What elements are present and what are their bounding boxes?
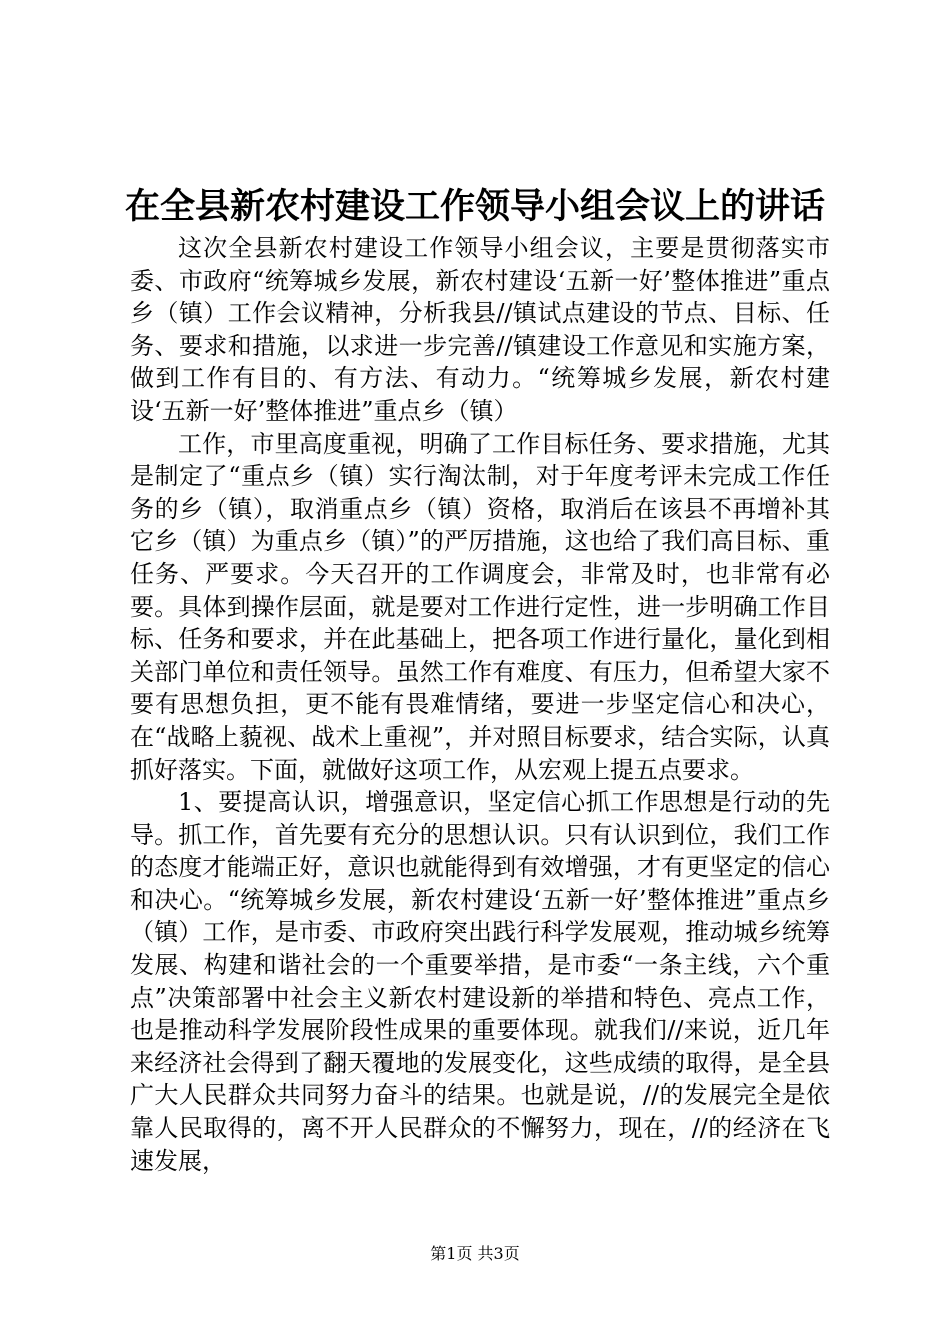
paragraph-3: 1、要提高认识，增强意识，坚定信心抓工作思想是行动的先导。抓工作，首先要有充分的思想认识。只有认识到位，我们工作的态度才能端正好，意识也就能得到有效增强，才有更坚定的信心和决心。“统筹城乡发展，新农村建设‘五新一好’整体推进”重点乡（镇）工作，是市委、市政府突出践行科学发展观，推动城乡统筹发展、构建和谐社会的一个重要举措，是市委“一条主线，六个重点”决策部署中社会主义新农村建设新的举措和特色、亮点工作，也是推动科学发展阶段性成果的重要体现。就我们//来说，近几年来经济社会得到了翻天覆地的发展变化，这些成绩的取得，是全县广大人民群众共同努力奋斗的结果。也就是说，//的发展完全是依靠人民取得的，离不开人民群众的不懈努力，现在，//的经济在飞速发展，	[130, 788, 830, 1175]
paragraph-1: 这次全县新农村建设工作领导小组会议，主要是贯彻落实市委、市政府“统筹城乡发展，新农村建设‘五新一好’整体推进”重点乡（镇）工作会议精神，分析我县//镇试点建设的节点、目标、任务、要求和措施，以求进一步完善//镇建设工作意见和实施方案，做到工作有目的、有方法、有动力。“统筹城乡发展，新农村建设‘五新一好’整体推进”重点乡（镇）	[130, 234, 830, 425]
document-body	[130, 232, 830, 1177]
paragraph-2: 工作，市里高度重视，明确了工作目标任务、要求措施，尤其是制定了“重点乡（镇）实行淘汰制，对于年度考评未完成工作任务的乡（镇），取消重点乡（镇）资格，取消后在该县不再增补其它乡（镇）为重点乡（镇）”的严厉措施，这也给了我们高目标、重任务、严要求。今天召开的工作调度会，非常及时，也非常有必要。具体到操作层面，就是要对工作进行定性，进一步明确工作目标、任务和要求，并在此基础上，把各项工作进行量化，量化到相关部门单位和责任领导。虽然工作有难度、有压力，但希望大家不要有思想负担，更不能有畏难情绪，要进一步坚定信心和决心，在“战略上藐视、战术上重视”，并对照目标要求，结合实际，认真抓好落实。下面，就做好这项工作，从宏观上提五点要求。	[130, 429, 830, 784]
document-title: 在全县新农村建设工作领导小组会议上的讲话	[124, 186, 825, 227]
page-footer: 第1页 共3页	[430, 1244, 520, 1263]
